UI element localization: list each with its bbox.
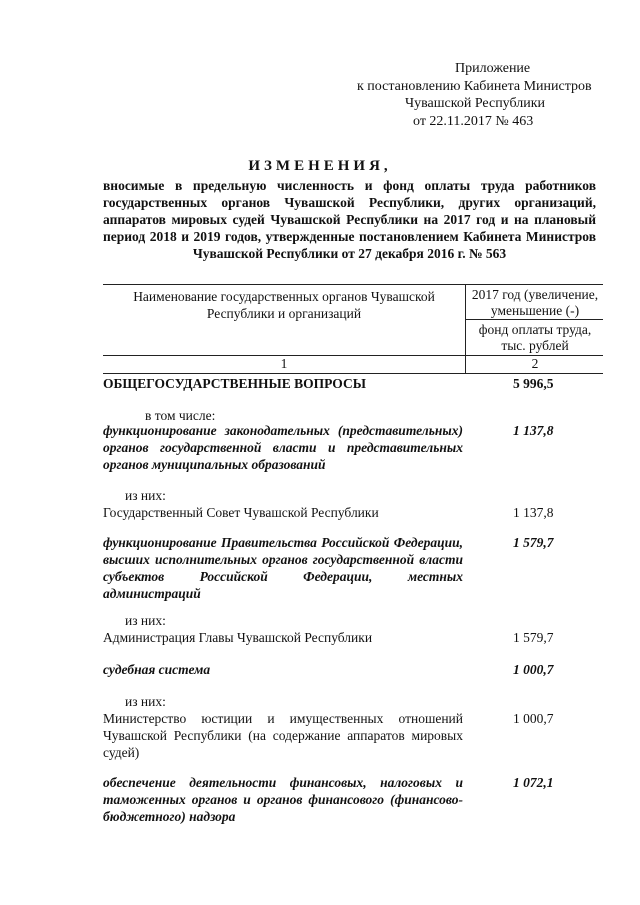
row-name: из них: [125,613,166,628]
column-number-2: 2 [531,356,539,371]
row-name: из них: [125,488,166,503]
row-value: 1 072,1 [513,775,554,790]
header-divider [465,319,603,320]
column-header-name: Наименование государственных органов Чувашской Республики и организаций [133,289,435,321]
document-title: ИЗМЕНЕНИЯ, [248,158,392,174]
appendix-block [356,60,606,130]
table-header [103,284,603,374]
row-name: обеспечение деятельности финансовых, налоговых и таможенных органов и органов финансового (финансово-бюджетного) надзора [103,775,463,824]
row-name: функционирование законодательных (представительных) органов государственной власти и представительных органов муниципальных образований [103,423,463,472]
row-value: 1 579,7 [513,535,554,550]
row-name: Государственный Совет Чувашской Республики [103,505,379,520]
row-name: ОБЩЕГОСУДАРСТВЕННЫЕ ВОПРОСЫ [103,376,366,391]
appendix-line: от 22.11.2017 № 463 [413,113,534,129]
appendix-line: Приложение [455,61,531,76]
row-value: 1 000,7 [513,662,554,677]
row-name: Администрация Главы Чувашской Республики [103,630,373,645]
column-header-year: 2017 год (увеличение, уменьшение (-) [471,287,599,318]
row-name: функционирование Правительства Российской Федерации, высших исполнительных органов государственной власти субъектов Российской Федерации, местных администраций [103,535,463,601]
row-value: 1 137,8 [513,423,554,438]
appendix-line: Чувашской Республики [405,96,546,111]
column-number-1: 1 [280,356,288,371]
row-value: 1 137,8 [513,505,554,520]
row-name: судебная система [103,662,211,677]
row-name: Министерство юстиции и имущественных отношений Чувашской Республики (на содержание аппаратов мировых судей) [103,711,463,760]
row-value: 5 996,5 [513,376,554,391]
row-name: из них: [125,694,166,709]
row-name: в том числе: [145,408,216,423]
column-divider [465,285,466,373]
document-subtitle: вносимые в предельную численность и фонд оплаты труда работников государственных органов Чувашской Республики, других организаций, аппаратов мировых судей Чувашской Республики на 2017 год и на плановый период 2018 и 2019 годов, утвержденные постановлением Кабинета Министров Чувашской Республики от 27 декабря 2016 г. № 563 [103,178,596,261]
row-value: 1 000,7 [513,711,554,726]
changes-table [103,284,603,824]
appendix-line: к постановлению Кабинета Министров [357,78,592,94]
column-header-fund: фонд оплаты труда, тыс. рублей [478,322,592,353]
row-value: 1 579,7 [513,630,554,645]
